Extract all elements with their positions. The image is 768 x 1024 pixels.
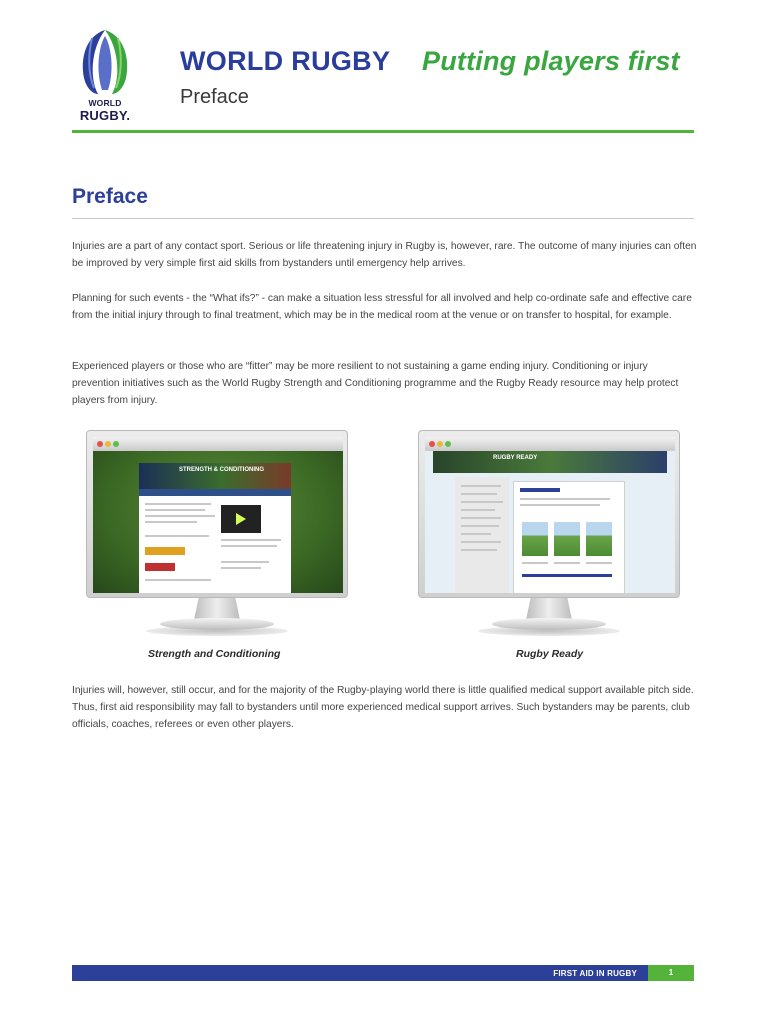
monitor-image-strength-conditioning (86, 430, 348, 636)
paragraph-prevention: Experienced players or those who are “fitter” may be more resilient to not sustaining a game ending injury. Conditioning or injury prevention initiatives such as the World Rugby Strength and Conditioning programme and the Rugby Ready resource may help protect players from injury. (72, 361, 679, 406)
footer-title: FIRST AID IN RUGBY (553, 969, 637, 978)
site-banner (139, 463, 291, 489)
page-number: 1 (648, 965, 694, 981)
paragraph-intro: Injuries are a part of any contact sport. Serious or life threatening injury in Rugby is, however, rare. The outcome of many injuries can often be improved by very simple first aid skills from bystanders until emergency help arrives. (72, 241, 697, 269)
brand-tagline: Putting players first (422, 46, 680, 76)
heading-divider (72, 218, 694, 219)
header-divider (72, 130, 694, 133)
website-screenshot (139, 463, 291, 593)
site-banner (433, 451, 667, 473)
monitor-base (160, 618, 274, 630)
site-banner-title: RUGBY READY (493, 455, 538, 461)
monitor-screen (93, 437, 343, 593)
paragraph-bystanders: Injuries will, however, still occur, and for the majority of the Rugby-playing world there is little qualified medical support available pitch side. Thus, first aid responsibility may fall to bystanders until more experienced medical support arrives. Such bystanders may be parents, club officials, coaches, referees or even other players. (72, 685, 694, 730)
figure-caption-rugby-ready: Rugby Ready (516, 648, 584, 660)
logo-text-rugby: RUGBY. (79, 108, 131, 123)
browser-toolbar (425, 437, 675, 452)
monitor-stand (194, 598, 240, 620)
monitor-bezel (86, 430, 348, 598)
world-rugby-logo (70, 28, 144, 126)
video-player (221, 505, 261, 533)
site-nav (139, 489, 291, 496)
figure-caption-strength-conditioning: Strength and Conditioning (148, 648, 281, 660)
site-banner-title: STRENGTH & CONDITIONING (179, 467, 264, 473)
player-photo-1 (522, 522, 548, 556)
brand-title: WORLD RUGBY (180, 46, 391, 76)
monitor-base (492, 618, 606, 630)
paragraph-planning: Planning for such events - the “What ifs?” - can make a situation less stressful for all involved and help co-ordinate safe and effective care from the initial injury through to final treatment, which may be in the medical room at the venue or on transfer to hospital, for example. (72, 293, 692, 321)
monitor-image-rugby-ready (418, 430, 680, 636)
site-content (513, 481, 625, 593)
monitor-stand (526, 598, 572, 620)
browser-toolbar (93, 437, 343, 452)
page-heading: Preface (72, 185, 148, 208)
rugby-ball-logo-icon (74, 28, 136, 96)
player-photo-2 (554, 522, 580, 556)
player-photo-3 (586, 522, 612, 556)
header-section-title: Preface (180, 86, 249, 108)
logo-text-world: WORLD (88, 98, 122, 108)
monitor-screen (425, 437, 675, 593)
monitor-bezel (418, 430, 680, 598)
site-sidebar (455, 477, 509, 593)
